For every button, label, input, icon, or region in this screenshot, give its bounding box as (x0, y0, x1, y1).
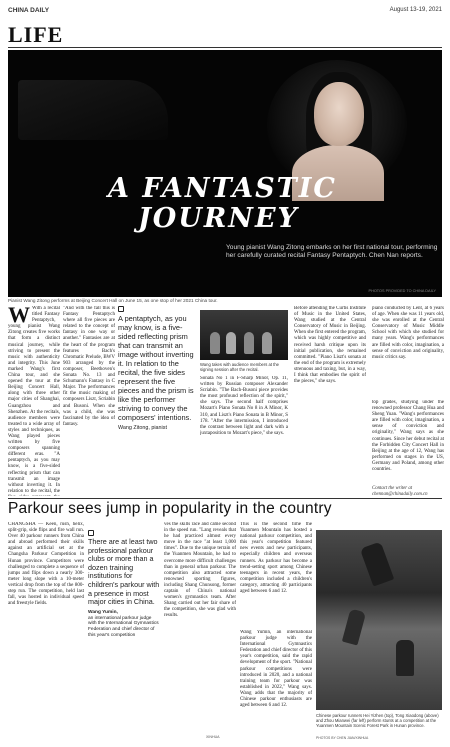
divider (8, 498, 442, 499)
pull-quote-2-role: an international parkour judge with the International Gymnastics Federation and chief director of this year's competition (88, 615, 159, 638)
article2-column-1: CHANGSHA — Keen, rush, helix, split-grip, side flips and fire wall run. Over 40 parkour runners from China and abroad performed their skills against an artificial set at the Changsha Parkour Competition in Hunan province. Competitors were challenged to complete a sequence of jumps and flips down a nearly 300-meter long slope with a 10-meter vertical drop from the top of the 800-step run. The competition, held last fall, was hosted in individual speed and freestyle fields. (8, 522, 84, 607)
article2-column-2: ves the skills race and came second in the speed run. "Lang reveals that he had practiced almost every move in the race "at least 1,000 times". Due to the unique terrain of the Yuanmen Mountain, he had to overcome more difficult challenges than in general urban parkour. The competition also attracted some renowned sporting figures, including Shang Chunsong, former captain of China's national women's gymnastics team. After Shang carried out her fair share of the competition, she was glad with results. (164, 522, 236, 619)
parkour-photo-caption: Chinese parkour runners Hei Yizhen (top), Tong Xiaodong (above) and Zhou Mianwei (far left) perform stunts at a competition at the Yuanmen Mountain Scenic Forest Park in Hunan province. (316, 713, 439, 728)
pull-quote-attribution: Wang Zitong, pianist (118, 425, 167, 431)
pull-quote-2-attribution (88, 610, 160, 639)
source-tag: XINHUA (206, 735, 220, 739)
article2-column-1b (88, 660, 160, 736)
article1-column-4: Before attending the Curtis Institute of Music in the United States, Wang studied at the Central Conservatory of Music in Beijing. When she first entered the program, which was highly competitive and received harsh critique upon its initial publication, she remained committed. "Piano Liszt's sonata at the end of the program is extremely strenuous and taxing, but, in a way, I think that embodies the spirit of the pieces," she says. (294, 306, 366, 385)
section-title: LIFE (8, 22, 64, 47)
pull-quote-2-text: There are at least two professional parkour clubs or more than a dozen training institutions for children's parkour with a presence in most major cities in China. (88, 537, 160, 607)
article2-headline: Parkour sees jump in popularity in the country (8, 500, 332, 517)
piano-shape (18, 80, 168, 140)
hero-deck: Young pianist Wang Zitong embarks on her first national tour, performing her carefully curated recital Fantasy Pentaptych. Chen Nan reports. (226, 244, 438, 260)
photo-figure (262, 332, 272, 354)
photo-figure (226, 332, 236, 354)
parkour-photo (316, 530, 442, 710)
parkour-runner (342, 609, 366, 646)
quote-icon (88, 530, 94, 536)
hero-credit: PHOTOS PROVIDED TO CHINA DAILY (368, 289, 436, 293)
divider (8, 47, 442, 48)
parkour-photo-credit: PHOTOS BY CHEN JIAN/XINHUA (316, 736, 369, 740)
parkour-runner (360, 541, 394, 586)
article1-column-3: Sonata No 1 in F-Sharp Minor, Op. 11, written by Russian composer Alexander Scriabin. "The Bach-Busoni piece provides the most profound reflection of the spirit," she says. The second half comprises Mozart's Piano Sonata No 8 in A Minor, K 310, and Liszt's Piano Sonata in B Minor, S 178. "After the intermission, I introduced the contrast between light and dark with a juxtaposition to Mozart's piece," she says. (200, 376, 288, 436)
article2-column-3: This is the second time the Yuanmen Mountain has hosted a national parkour competition, and this year's competition featured new events and new participants, especially children and overseas runners. As parkour has become a trend-setting sport among Chinese teenagers in recent years, the competition included a children's category, attracting 40 participants aged between 6 and 12. (240, 522, 312, 595)
pull-quote (118, 306, 194, 431)
article1-column-1 (8, 306, 60, 496)
masthead: CHINA DAILY (8, 6, 50, 14)
signing-photo (200, 310, 288, 360)
drop-cap: W (8, 306, 30, 327)
article1-column-6: top grades, studying under the renowned professor Chang Hua and Sheng Yuan. "Wang's performances are filled with color, imagination, a sense of conviction and originality," Wang says as she continues. Since her debut recital at the Forbidden City Concert Hall in Beijing at the age of 12, Wang has performed on stages in the US, Germany and Poland, among other countries. (372, 400, 444, 473)
issue-date: August 13-19, 2021 (389, 7, 442, 13)
hero-headline-line2: JOURNEY (138, 203, 299, 234)
pull-quote-2-name: Wang Yumin, (88, 609, 118, 615)
hero-caption: Pianist Wang Zitong performs at Beijing Concert Hall on June 15, as one stop of her 2021 China tour. (8, 298, 218, 303)
article1-column-2: "And with the fall this is Fantasy Pentaptych where all five pieces are related to the concept of fantasy in one way or another." Fantasies are at the heart of the program features Bach's Chromatic Prelude, BWV 903 arranged by the composer, Beethoven's Sonata No. 13 and Schumann's Fantasy in C Major. The performances fit the music making of composers Liszt, Scriabin and Busoni. When she was a child, she was fascinated by the idea of fantasy. (63, 306, 115, 427)
writer-contact: Contact the writer at chennan@chinadaily.com.cn (372, 486, 428, 497)
article1-col1-text: With a recital titled Fantasy Pentaptych, young pianist Wang Zitong creates five works that form a distinct musical journey, while striving to present the music with authenticity and integrity. This June marked Wang's first China tour, and she opened the tour at the Beijing Concert Hall, along with three other major cities of Shanghai, Guangzhou and Shenzhen. At the recitals, audience members were treated to a wide array of styles and techniques, as Wang played pieces written by five composers spanning different eras. "A pentaptych, as you may know, is a five-sided reflecting prism that can transmit an image without inverting it. In relation to the recital, the (8, 306, 60, 494)
hero-photo (8, 50, 442, 297)
photo-figure (244, 332, 254, 354)
pull-quote-2 (88, 530, 160, 639)
parkour-runner (396, 640, 414, 676)
photo-figure (210, 332, 220, 354)
quote-icon (118, 306, 124, 312)
pull-quote-text: A pentaptych, as you may know, is a five-sided reflecting prism that can transmit an image without inverting it. In relation to the recital, the five sides represent the five pieces and the prism is like the performer striving to convey the composers' intentions. (118, 314, 194, 422)
hero-headline (108, 174, 337, 234)
portrait-face (314, 82, 364, 146)
signing-photo-caption: Wang takes with audience members at the signing session after the recital. (200, 362, 279, 372)
article2-column-4: Wang Yumin, an international parkour judge with the International Gymnastics Federation and chief director of this year's competition, said the rapid development of the sport. "National parkour competitions were introduced in 2020, and a national training team for parkour was established in 2022," Wang says. Wang adds that the majority of Chinese parkour enthusiasts are aged between 6 and 12. (240, 630, 312, 709)
page-header (8, 4, 442, 16)
article1-column-5: piano conducted by Lent, at 6 years of age. When she was 11 years old, she was enrolled at the Central Conservatory of Music Middle School with which she studied for many years. Wang's performances are filled with color, imagination, a sense of conviction and originality, music critics say. (372, 306, 444, 360)
hero-headline-line1: A FANTASTIC (108, 173, 337, 204)
